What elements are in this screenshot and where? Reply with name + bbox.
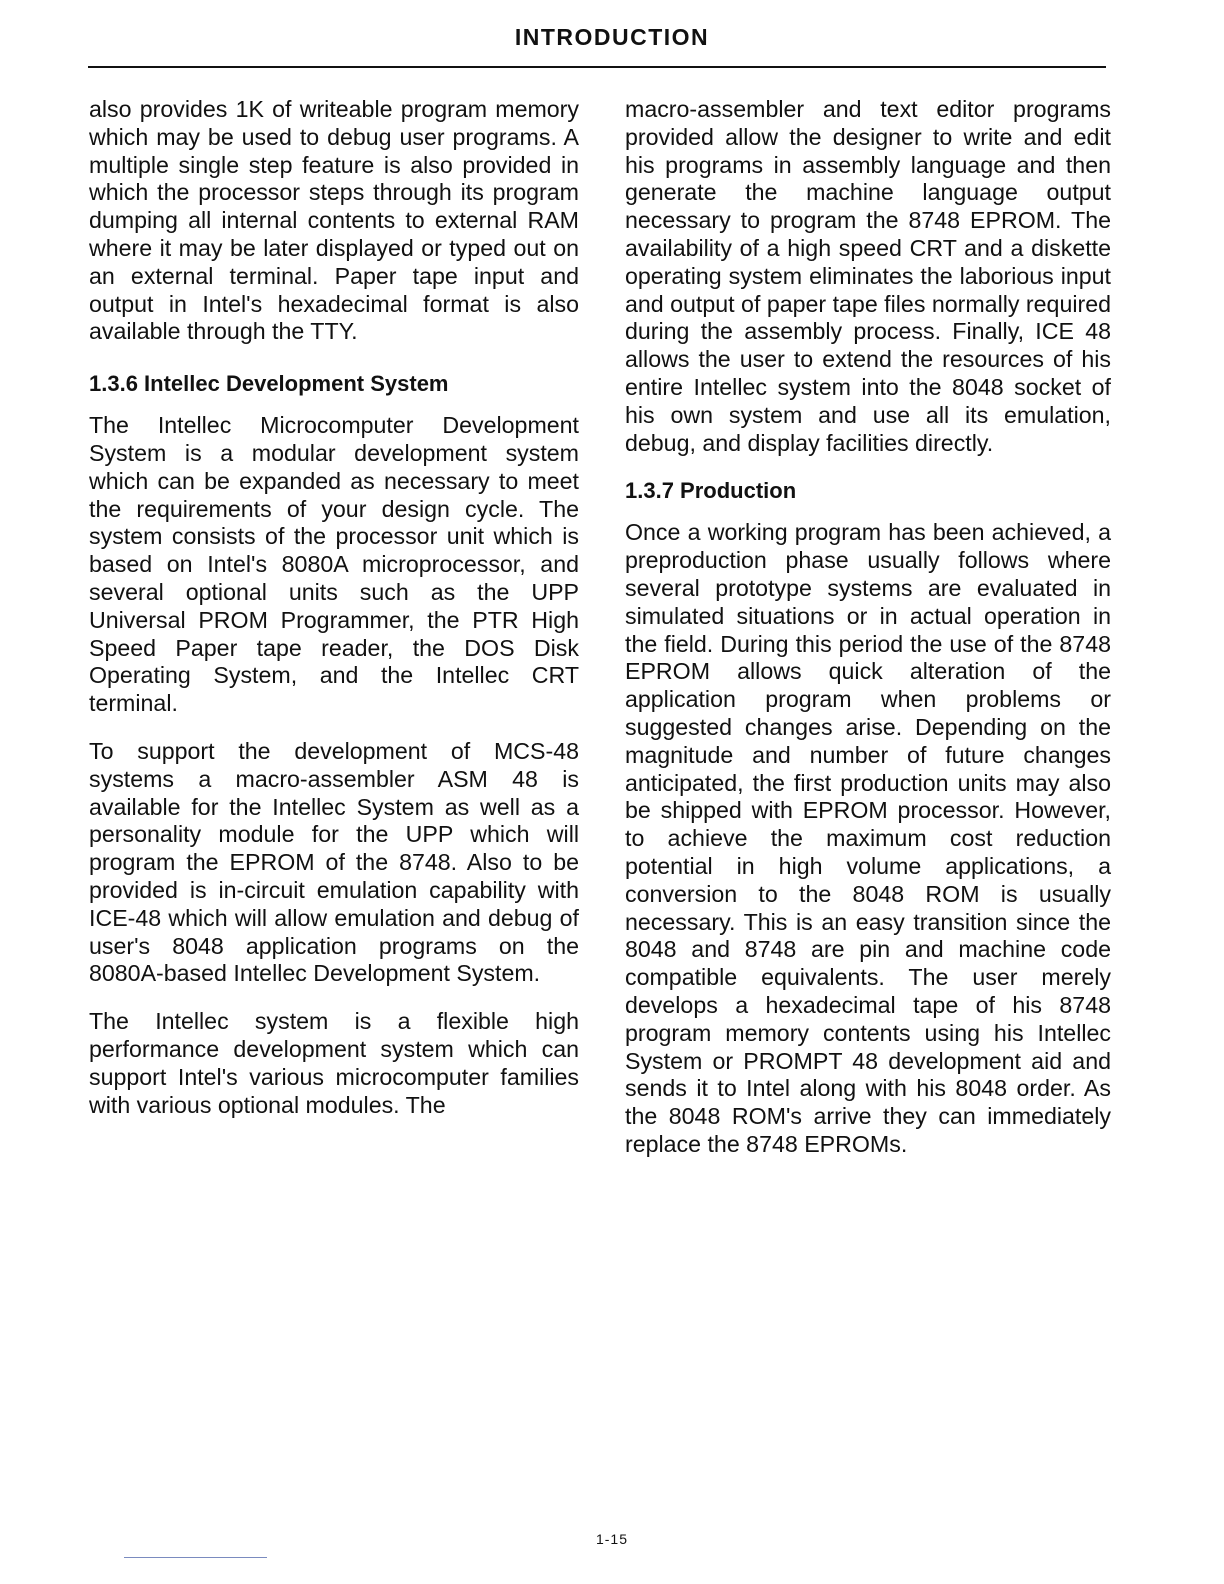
- section-heading-1-3-7: 1.3.7 Production: [625, 478, 797, 504]
- header-divider: [88, 66, 1106, 68]
- left-paragraph-2: The Intellec Microcomputer Development System is a modular development system which can be expanded as necessary to meet the requirements of your design cycle. The system consists of the processor unit which is based on Intel's 8080A microprocessor, and several optional units such as the UPP Universal PROM Programmer, the PTR High Speed Paper tape reader, the DOS Disk Operating System, and the Intellec CRT terminal.: [89, 412, 579, 717]
- footer-divider: [124, 1557, 267, 1558]
- right-column: [625, 96, 1111, 1159]
- page-number: 1-15: [595, 1531, 629, 1547]
- page-title: INTRODUCTION: [514, 24, 710, 50]
- left-paragraph-4: The Intellec system is a flexible high performance development system which can support Intel's various microcomputer families with various optional modules. The: [89, 1008, 579, 1118]
- left-column: [89, 96, 579, 1119]
- left-paragraph-1: also provides 1K of writeable program memory which may be used to debug user programs. A multiple single step feature is also provided in which the processor steps through its program dumping all internal contents to external RAM where it may be later displayed or typed out on an external terminal. Paper tape input and output in Intel's hexadecimal format is also available through the TTY.: [89, 96, 579, 345]
- left-paragraph-3: To support the development of MCS-48 systems a macro-assembler ASM 48 is available for the Intellec System as well as a personality module for the UPP which will program the EPROM of the 8748. Also to be provided is in-circuit emulation capability with ICE-48 which will allow emulation and debug of user's 8048 application programs on the 8080A-based Intellec Development System.: [89, 737, 579, 987]
- right-paragraph-1: macro-assembler and text editor programs provided allow the designer to write and edit his programs in assembly language and then generate the machine language output necessary to program the 8748 EPROM. The availability of a high speed CRT and a diskette operating system eliminates the laborious input and output of paper tape files normally required during the assembly process. Finally, ICE 48 allows the user to extend the resources of his entire Intellec system into the 8048 socket of his own system and use all its emulation, debug, and display facilities directly.: [625, 96, 1111, 456]
- section-heading-1-3-6: 1.3.6 Intellec Development System: [89, 371, 449, 397]
- right-paragraph-2: Once a working program has been achieved, a preproduction phase usually follows where several prototype systems are evaluated in simulated situations or in actual operation in the field. During this period the use of the 8748 EPROM allows quick alteration of the application program when problems or suggested changes arise. Depending on the magnitude and number of future changes anticipated, the first production units may also be shipped with EPROM processor. However, to achieve the maximum cost reduction potential in high volume applications, a conversion to the 8048 ROM is usually necessary. This is an easy transition since the 8048 and 8748 are pin and machine code compatible equivalents. The user merely develops a hexadecimal tape of his 8748 program memory contents using his Intellec System or PROMPT 48 development aid and sends it to Intel along with his 8048 order. As the 8048 ROM's arrive they can immediately replace the 8748 EPROMs.: [625, 519, 1111, 1157]
